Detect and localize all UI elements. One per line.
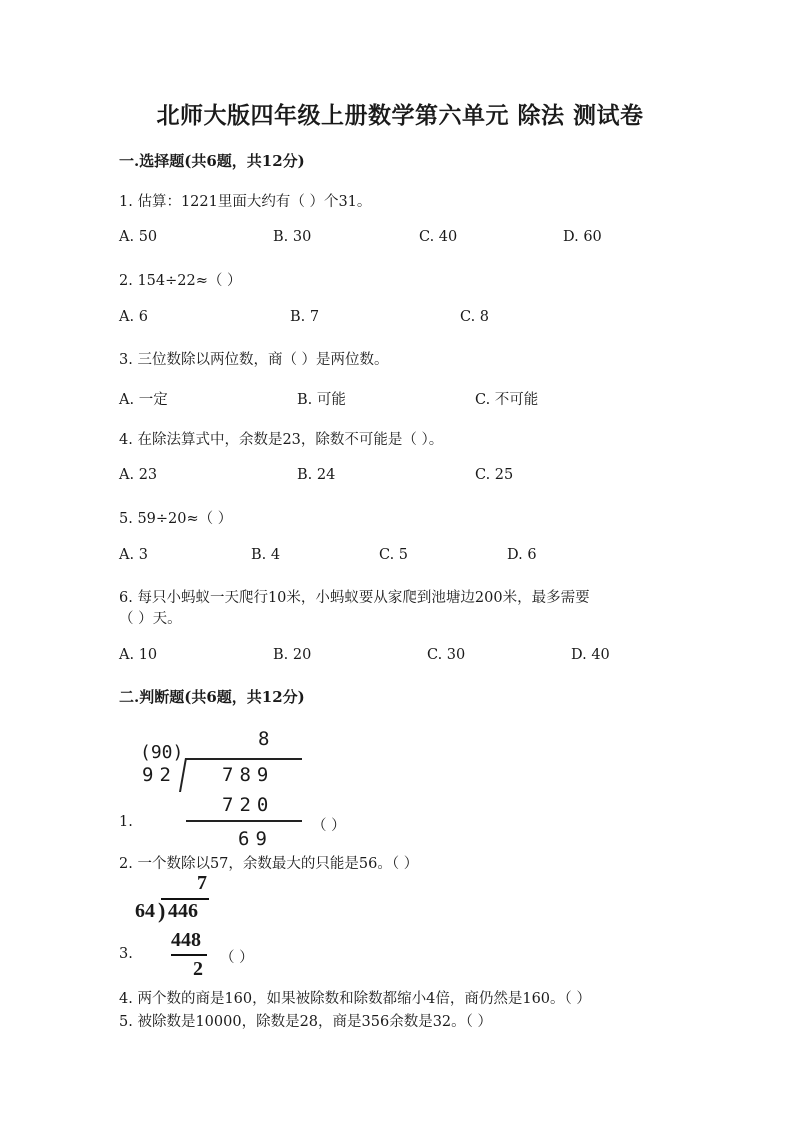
- division-hint: (90): [140, 742, 184, 763]
- division-subtraction-line: [171, 954, 207, 956]
- division-bracket-top: [186, 758, 302, 760]
- division-quotient: 8: [258, 728, 276, 750]
- option-4c[interactable]: C. 25: [475, 467, 514, 483]
- option-5d[interactable]: D. 6: [507, 547, 537, 563]
- option-2a[interactable]: A. 6: [119, 309, 148, 325]
- judgement-1-number: 1.: [119, 814, 133, 830]
- option-4b[interactable]: B. 24: [297, 467, 336, 483]
- option-1a[interactable]: A. 50: [119, 229, 158, 245]
- division-divisor: 64: [135, 900, 155, 922]
- option-2c[interactable]: C. 8: [460, 309, 490, 325]
- option-3a[interactable]: A. 一定: [119, 392, 168, 408]
- division-subtraction-line: [186, 820, 302, 822]
- question-1: 1. 估算：1221里面大约有（ ）个31。: [119, 194, 372, 210]
- judgement-2: 2. 一个数除以57，余数最大的只能是56。（ ）: [119, 856, 419, 872]
- section-heading-choice: 一.选择题(共6题，共12分): [119, 152, 305, 170]
- question-6-line1: 6. 每只小蚂蚁一天爬行10米，小蚂蚁要从家爬到池塘边200米，最多需要: [119, 590, 590, 606]
- division-bracket-paren: ): [158, 898, 166, 923]
- page-title: 北师大版四年级上册数学第六单元 除法 测试卷: [156, 102, 644, 129]
- division-remainder: 69: [238, 828, 273, 850]
- division-bracket-side: [179, 758, 187, 792]
- option-5c[interactable]: C. 5: [379, 547, 409, 563]
- option-1b[interactable]: B. 30: [273, 229, 312, 245]
- division-divisor: 92: [142, 764, 177, 786]
- option-3c[interactable]: C. 不可能: [475, 392, 539, 408]
- division-product: 448: [171, 929, 201, 951]
- option-1d[interactable]: D. 60: [563, 229, 602, 245]
- division-quotient: 7: [197, 872, 207, 894]
- option-6d[interactable]: D. 40: [571, 647, 610, 663]
- long-division-figure-1: [130, 728, 310, 853]
- judgement-3-number: 3.: [119, 946, 133, 962]
- division-remainder: 2: [193, 958, 203, 980]
- question-3: 3. 三位数除以两位数，商（ ）是两位数。: [119, 352, 389, 368]
- option-1c[interactable]: C. 40: [419, 229, 458, 245]
- option-6a[interactable]: A. 10: [119, 647, 158, 663]
- division-dividend: 789: [222, 764, 275, 786]
- division-dividend: 446: [168, 900, 198, 922]
- question-2: 2. 154÷22≈（ ）: [119, 273, 242, 289]
- option-3b[interactable]: B. 可能: [297, 392, 346, 408]
- judgement-4: 4. 两个数的商是160，如果被除数和除数都缩小4倍，商仍然是160。（ ）: [119, 991, 591, 1007]
- division-product: 720: [222, 794, 275, 816]
- question-5: 5. 59÷20≈（ ）: [119, 511, 233, 527]
- judgement-1-blank[interactable]: （ ）: [312, 818, 346, 834]
- question-4: 4. 在除法算式中，余数是23，除数不可能是（ ）。: [119, 432, 444, 448]
- judgement-3-blank[interactable]: （ ）: [220, 950, 254, 966]
- option-5b[interactable]: B. 4: [251, 547, 281, 563]
- option-6b[interactable]: B. 20: [273, 647, 312, 663]
- option-2b[interactable]: B. 7: [290, 309, 320, 325]
- option-5a[interactable]: A. 3: [119, 547, 148, 563]
- long-division-figure-3: [135, 872, 225, 987]
- question-6-line2: （ ）天。: [119, 611, 182, 627]
- option-4a[interactable]: A. 23: [119, 467, 158, 483]
- option-6c[interactable]: C. 30: [427, 647, 466, 663]
- judgement-5: 5. 被除数是10000，除数是28，商是356余数是32。（ ）: [119, 1014, 493, 1030]
- section-heading-judgement: 二.判断题(共6题，共12分): [119, 688, 305, 706]
